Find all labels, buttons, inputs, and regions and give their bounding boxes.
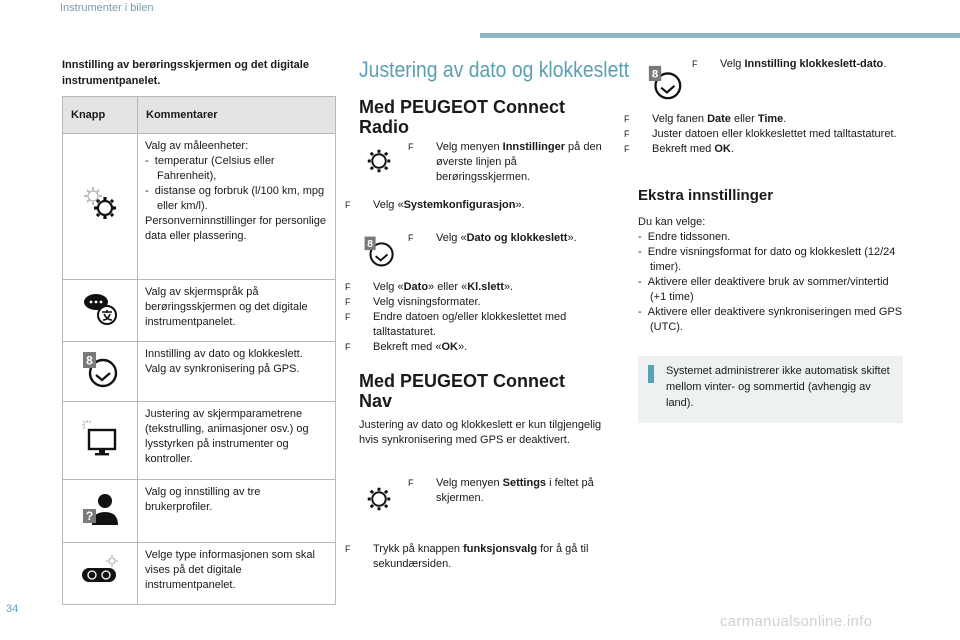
extra-list <box>638 215 903 335</box>
table-comment-cell <box>138 280 336 342</box>
cluster-settings-icon <box>79 551 121 591</box>
radio-step-1: F Velg menyen Innstillinger på den øverste linjen på berøringsskjermen. <box>408 141 602 183</box>
language-icon <box>80 288 120 328</box>
table-header-knapp: Knapp <box>63 97 138 134</box>
comment-line: Velge type informasjonen som skal vises på det digitale instrumentpanelet. <box>145 549 315 591</box>
heading-connect-radio: Med PEUGEOT Connect Radio <box>359 97 566 137</box>
table-comment-cell <box>138 342 336 402</box>
table-row <box>63 402 336 480</box>
user-profile-icon <box>80 489 120 529</box>
table-row <box>63 280 336 342</box>
radio-steps-list <box>345 280 609 355</box>
right-step-3: F Juster datoen eller klokkeslettet med talltastaturet. <box>624 128 897 140</box>
extra-intro: Du kan velge: <box>638 216 706 228</box>
table-row <box>63 342 336 402</box>
header-bar <box>480 33 960 38</box>
clock-8-icon <box>362 234 396 268</box>
extra-item: - Endre tidssonen. <box>638 231 731 243</box>
comment-line: Valg av måleenheter: <box>145 140 249 152</box>
section-title: Justering av dato og klokkeslett <box>359 57 630 82</box>
info-icon <box>648 365 654 383</box>
comment-line: - distanse og forbruk (l/100 km, mpg eller km/l). <box>145 185 325 212</box>
page-number: 34 <box>6 603 19 615</box>
table-header-kommentarer: Kommentarer <box>138 97 336 134</box>
right-steps-list <box>624 112 903 157</box>
radio-step-4: F Velg «Dato» eller «Kl.slett». <box>345 281 514 293</box>
buttons-table <box>62 96 336 605</box>
section-header: Instrumenter i bilen <box>60 2 154 14</box>
comment-line: Innstilling av dato og klokkeslett. <box>145 348 303 360</box>
info-text: Systemet administrerer ikke automatisk skiftet mellom vinter- og sommertid (avhengig av land). <box>666 365 890 409</box>
table-row <box>63 480 336 543</box>
comment-line: Justering av skjermparametrene (tekstrulling, animasjoner osv.) og lysstyrken på instrumenter og kontroller. <box>145 408 309 465</box>
svg-text:8: 8 <box>651 68 659 81</box>
svg-text:?: ? <box>85 508 94 523</box>
radio-step-2: F Velg «Systemkonfigurasjon». <box>345 199 525 211</box>
comment-line: Personverninnstillinger for personlige data eller plassering. <box>145 215 326 242</box>
nav-intro-text: Justering av dato og klokkeslett er kun tilgjengelig hvis synkronisering med GPS er deaktivert. <box>359 419 602 446</box>
clock-8-icon <box>646 63 684 101</box>
table-icon-cell <box>63 543 138 605</box>
settings-gear-icon <box>364 484 394 514</box>
nav-step-1: F Velg menyen Settings i feltet på skjermen. <box>408 477 594 504</box>
table-header-row <box>63 97 336 134</box>
radio-step-6: F Endre datoen og/eller klokkeslettet med talltastaturet. <box>345 311 567 338</box>
right-step-4: F Bekreft med OK. <box>624 143 734 155</box>
table-row <box>63 543 336 605</box>
svg-text:8: 8 <box>86 353 93 368</box>
right-step-1: F Velg Innstilling klokkeslett-dato. <box>692 58 887 70</box>
intro-text: Innstilling av berøringsskjermen og det digitale instrumentpanelet. <box>62 59 309 87</box>
table-comment-cell <box>138 402 336 480</box>
right-step-2: F Velg fanen Date eller Time. <box>624 113 787 125</box>
extra-item: - Endre visningsformat for dato og klokkeslett (12/24 timer). <box>638 246 896 273</box>
extra-item: - Aktivere eller deaktivere bruk av sommer/vintertid (+1 time) <box>638 276 889 303</box>
heading-connect-nav: Med PEUGEOT Connect Nav <box>359 371 566 411</box>
comment-line: - temperatur (Celsius eller Fahrenheit), <box>145 155 275 182</box>
table-icon-cell <box>63 342 138 402</box>
table-comment-cell <box>138 543 336 605</box>
comment-line: Valg av skjermspråk på berøringsskjermen og det digitale instrumentpanelet. <box>145 286 308 328</box>
table-comment-cell <box>138 480 336 543</box>
table-comment-cell <box>138 134 336 280</box>
table-icon-cell <box>63 280 138 342</box>
display-settings-icon <box>80 418 120 458</box>
comment-line: Valg og innstilling av tre brukerprofiler. <box>145 486 261 513</box>
extra-item: - Aktivere eller deaktivere synkroniseringen med GPS (UTC). <box>638 306 903 333</box>
nav-step-2: F Trykk på knappen funksjonsvalg for å gå til sekundærsiden. <box>345 543 589 570</box>
heading-extra: Ekstra innstillinger <box>638 187 774 204</box>
table-row <box>63 134 336 280</box>
radio-step-3: F Velg «Dato og klokkeslett». <box>408 232 577 244</box>
svg-text:8: 8 <box>367 239 373 251</box>
watermark: carmanualsonline.info <box>720 613 873 630</box>
clock-8-icon <box>80 349 120 389</box>
table-icon-cell <box>63 134 138 280</box>
table-icon-cell <box>63 402 138 480</box>
radio-step-5: F Velg visningsformater. <box>345 296 481 308</box>
comment-line: Valg av synkronisering på GPS. <box>145 363 300 375</box>
settings-gear-icon <box>80 184 120 224</box>
table-icon-cell <box>63 480 138 543</box>
radio-step-7: F Bekreft med «OK». <box>345 341 468 353</box>
settings-gear-icon <box>364 146 394 176</box>
